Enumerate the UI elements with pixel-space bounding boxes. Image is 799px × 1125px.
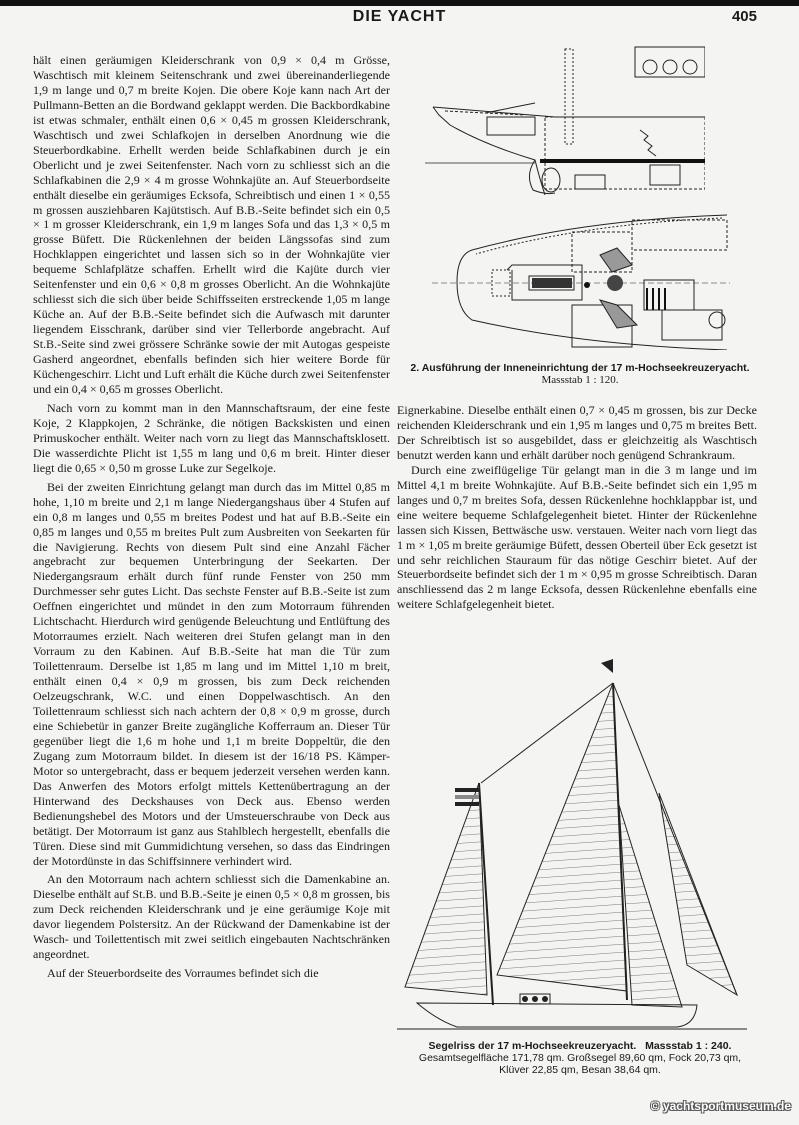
sailplan-figure-caption (395, 1040, 765, 1076)
page-number: 405 (731, 8, 757, 25)
paragraph: Auf der Steuerbordseite des Vorraumes befindet sich die (47, 966, 319, 981)
yacht-sail-plan-drawing (397, 655, 757, 1033)
sailplan-caption-areas-2: Klüver 22,85 qm, Besan 38,64 qm. (499, 1064, 661, 1076)
interior-caption-scale: Massstab 1 : 120. (541, 374, 619, 386)
page-title: DIE YACHT (352, 8, 447, 25)
sailplan-caption-areas: Gesamtsegelfläche 171,78 qm. Großsegel 89,60 qm, Fock 20,73 qm, (418, 1052, 742, 1064)
right-column-text (397, 403, 757, 612)
left-column-text (33, 53, 390, 985)
paragraph: Bei der zweiten Einrichtung gelangt man durch das im Mittel 0,85 m hohe, 1,10 m breite und 2,1 m lange Niedergangshaus über 4 Stufen auf ein 0,8 m langes und 0,55 m breites Podest und hat auf B.B.-Seite ein 0,85 m langes und 0,55 m breites Pult zum Ausbreiten von Seekarten für die Navigierung. Rechts von diesem Pult sind eine Anzahl Fächer angebracht zur bequemen Unterbringung der Seekarten. Der Niedergangsraum erhält durch fünf runde Fenster von 250 mm Durchmesser sehr gutes Licht. Das sechste Fenster auf B.B.-Seite ist zum Oeffnen eingerichtet und mündet in den zum Motorraum führenden Lichtschacht. Hierdurch wird genügende Beleuchtung und Entlüftung des Motorraumes erzielt. Nach weiteren drei Stufen gelangt man in den Vorraum zu den Kabinen. Auf B.B.-Seite hat man die Tür zum Toilettenraum. Derselbe ist 1,85 m lang und im Mittel 1,10 m breit, enthält einen 0,4 × 0,9 m grossen, bis zum Deck reichenden Oelzeugschrank, W.C. und einen Doppelwaschtisch. An den Toilettenraum schliesst sich nach achtern der 0,8 × 0,9 m grosse, durch eine Schiebetür in ganzer Breite zugängliche Kofferraum an. Dieser Tür gegenüber liegt die 1,6 m hohe und 1,1 m breite Doppeltür, die den Zugang zum Motorraum bildet. In diesem ist der 16/18 PS. Kämper-Motor so untergebracht, dass er bequem jederzeit versehen werden kann. Das Anwerfen des Motors erfolgt mittels Kettenübertragung an der Hinterwand des Deckshauses von Deck aus. Ebenso werden Bedienungshebel des Motors und der Umsteuerschraube von Deck aus betätigt. Der Motorraum ist ganz aus Stahlblech hergestellt, ebenfalls die Türen. Diese sind mit Gummidichtung versehen, so dass das Eindringen der Motordünste in das Schiffsinnere verhindert wird. (33, 479, 390, 868)
paragraph: Durch eine zweiflügelige Tür gelangt man in die 3 m lange und im Mittel 4,1 m breite Wohnkajüte. Auf B.B.-Seite befindet sich ein 1,95 m langes und 0,7 m breites Sofa, dessen Rückenlehne hochklappbar ist, und eine weitere bequeme Schlafgelegenheit bietet. Hinter der Rückenlehne lassen sich Kissen, Bettwäsche usw. verstauen. Weiter nach vorn liegt das 1 m × 1,05 m breite geräumige Büfett, dessen Oberteil über Eck gesetzt ist und sehr reichlichen Stauraum für das nötige Geschirr bietet. Auf der Steuerbordseite befindet sich der 1 m × 0,95 m grosse Schreibtisch. Daran anschliessend das 2 m lange Ecksofa, dessen Rückenlehne ebenfalls eine weitere Schlafgelegenheit bietet. (397, 462, 757, 612)
interior-figure-caption (395, 362, 765, 386)
watermark: © yachtsportmuseum.de (650, 1099, 791, 1113)
sailplan-caption-scale: Massstab 1 : 240. (645, 1040, 732, 1052)
yacht-interior-plan-drawing (432, 210, 730, 350)
page-top-edge (0, 0, 799, 6)
paragraph: hält einen geräumigen Kleiderschrank von 0,9 × 0,4 m Grösse, Waschtisch mit kleinem Seitenschrank und zwei übereinanderliegende 1,9 m lange und 0,7 m breite Kojen. Die obere Koje kann nach Art der Pullmann-Betten an die Bordwand geklappt werden. Die Backbordkabine ist etwas schmaler, enthält einen 0,6 × 0,45 m grossen Kleiderschrank, Waschtisch und zwei Schlafkojen in derselben Anordnung wie die Steuerbordkabine. Erhellt werden beide Schlafkabinen durch je ein Oberlicht und je zwei Seitenfenster. Nach vorn zu schliesst sich an die Schlafkabinen die 2,9 × 4 m grosse Wohnkajüte an. Auf Steuerbordseite enthält dieselbe ein geräumiges Ecksofa, Schreibtisch und einen 1 × 0,55 m grossen ausziehbaren Kajütstisch. Auf B.B.-Seite befindet sich ein 0,5 × 1 m grosser Kleiderschrank, ein 1,9 m langes Sofa und das 1,3 × 0,5 m grosse Büfett. Die Rückenlehnen der beiden Längssofas sind zum Hochklappen eingerichtet und lassen sich so in der Wohnkajüte vier bequeme Schlafplätze schaffen. Erhellt wird die Kajüte durch vier Seitenfenster und ein 0,6 × 0,8 m grosses Oberlicht. An die Wohnkajüte schliesst sich die sich über beide Schiffsseiten erstreckende 1,05 m lange Küche an. Auf der B.B.-Seite befindet sich die Aufwasch mit darunter liegendem Eisschrank, darüber sind vier Tellerborde angebracht. Auf St.B.-Seite sind zwei grössere Schränke sowie der mit Autogas gespeiste Gasherd angeordnet, ebenfalls befinden sich hier weitere Borde für Küchengeschirr. Licht und Luft erhält die Küche durch zwei Seitenfenster und ein 0,4 × 0,65 m grosses Oberlicht. (33, 53, 390, 396)
interior-caption-title: 2. Ausführung der Inneneinrichtung der 17 m-Hochseekreuzeryacht. (410, 362, 750, 374)
paragraph: Eignerkabine. Dieselbe enthält einen 0,7 × 0,45 m grossen, bis zur Decke reichenden Kleiderschrank und ein 1,95 m langes und 0,75 m breites Bett. Der Schreibtisch ist so ausgebildet, dass er gleichzeitig als Waschtisch benutzt werden kann und erhält darüber noch genügend Schrankraum. (397, 403, 757, 462)
yacht-side-section-drawing (425, 45, 705, 195)
paragraph: Nach vorn zu kommt man in den Mannschaftsraum, der eine feste Koje, 2 Klappkojen, 2 Schränke, die nötigen Backskisten und einen Primuskocher enthält. Weiter nach vorn zu liegt das Mannschaftsklosett. Die wasserdichte Plicht ist 1,55 m lang und 0,6 m breit. Hinter dieser liegt die 0,65 × 0,50 m grosse Luke zur Segelkoje. (33, 400, 390, 475)
sailplan-caption-title: Segelriss der 17 m-Hochseekreuzeryacht. (428, 1040, 637, 1052)
paragraph: An den Motorraum nach achtern schliesst sich die Damenkabine an. Dieselbe enthält auf St.B. und B.B.-Seite je einen 0,5 × 0,8 m grossen, bis zum Deck reichenden Kleiderschrank und je eine geräumige Koje mit davor liegendem Polstersitz. An der Rückwand der Damenkabine ist der Wasch- und Toilettentisch mit zwei seitlich eingebauten Nachtschränken angeordnet. (33, 872, 390, 962)
